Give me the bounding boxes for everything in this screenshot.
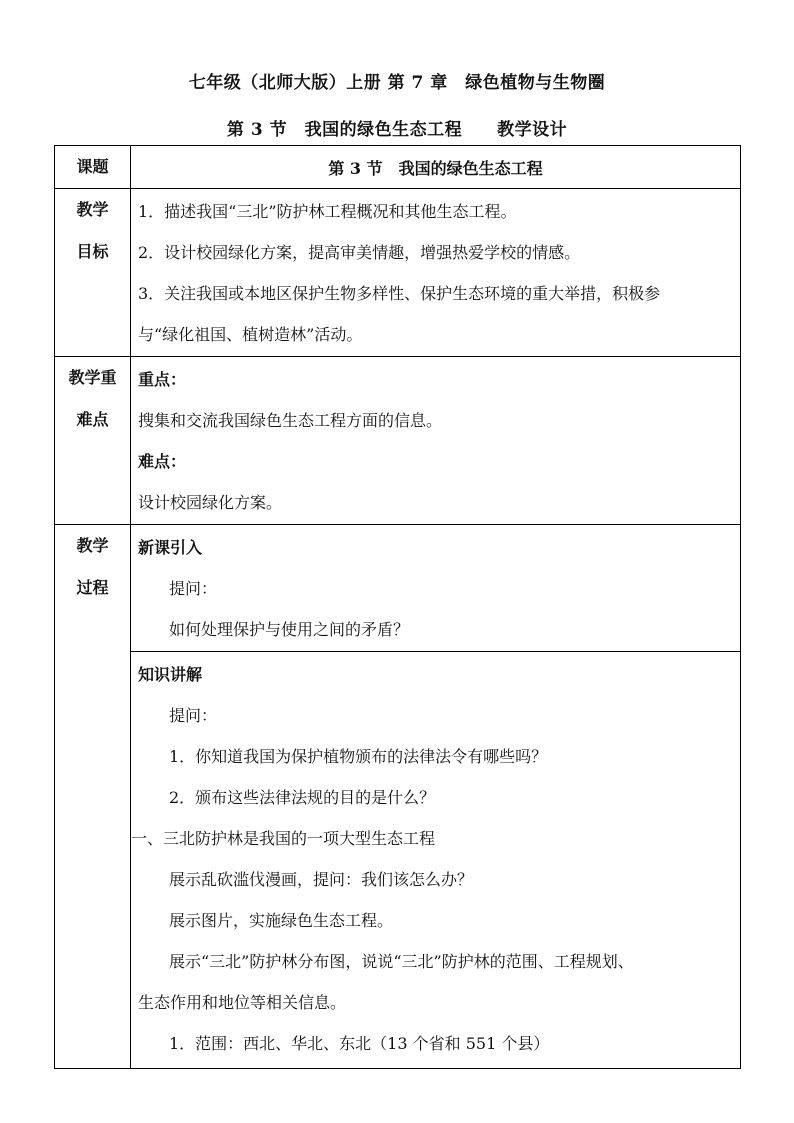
- topic-row: [55, 146, 741, 189]
- key-text: 搜集和交流我国绿色生态工程方面的信息。: [138, 411, 443, 430]
- lecture-line-2: 1．你知道我国为保护植物颁布的法律法令有哪些吗？: [169, 747, 548, 766]
- lecture-section: [131, 651, 740, 1064]
- topic-value: 第 3 节 我国的绿色生态工程: [131, 146, 741, 189]
- goal-item-1: 1．描述我国“三北”防护林工程概况和其他生态工程。: [138, 202, 517, 221]
- section1-line-2: 展示图片，实施绿色生态工程。: [169, 911, 394, 930]
- process-content: [131, 525, 741, 1069]
- section1-line-3: 展示“三北”防护林分布图，说说“三北”防护林的范围、工程规划、: [169, 952, 634, 971]
- goals-content: [131, 189, 741, 357]
- process-label-line-2: 过程: [76, 578, 109, 597]
- goal-item-4: 与“绿化祖国、植树造林”活动。: [138, 325, 363, 344]
- keypoints-label-line-1: 教学重: [68, 368, 117, 387]
- keypoints-label: [55, 357, 131, 525]
- section1-continuation: 生态作用和地位等相关信息。: [138, 993, 347, 1012]
- difficulty-heading: 难点：: [138, 452, 187, 471]
- process-row: [55, 525, 741, 1069]
- intro-section: [131, 525, 740, 651]
- lesson-plan-table: [54, 145, 741, 1069]
- range-line: 1．范围：西北、华北、东北（13 个省和 551 个县）: [169, 1034, 550, 1053]
- keypoints-content: [131, 357, 741, 525]
- difficulty-text: 设计校园绿化方案。: [138, 493, 283, 512]
- document-title: 七年级（北师大版）上册 第 7 章 绿色植物与生物圈: [188, 73, 606, 93]
- intro-line-1: 提问：: [169, 579, 218, 598]
- section1-line-1: 展示乱砍滥伐漫画，提问：我们该怎么办？: [169, 870, 474, 889]
- intro-heading: 新课引入: [138, 538, 203, 557]
- document-subtitle: 第 3 节 我国的绿色生态工程 教学设计: [226, 120, 568, 140]
- lecture-line-3: 2．颁布这些法律法规的目的是什么？: [169, 788, 436, 807]
- goal-item-2: 2．设计校园绿化方案，提高审美情趣，增强热爱学校的情感。: [138, 243, 581, 262]
- lecture-line-1: 提问：: [169, 706, 218, 725]
- goals-row: [55, 189, 741, 357]
- intro-line-2: 如何处理保护与使用之间的矛盾？: [169, 620, 410, 639]
- topic-label: 课题: [55, 146, 131, 189]
- goals-label-line-1: 教学: [76, 200, 109, 219]
- section1-heading: 一、三北防护林是我国的一项大型生态工程: [131, 829, 436, 848]
- goals-label: [55, 189, 131, 357]
- process-label: [55, 525, 131, 1069]
- keypoints-label-line-2: 难点: [76, 410, 109, 429]
- process-label-line-1: 教学: [76, 536, 109, 555]
- key-heading: 重点：: [138, 370, 187, 389]
- goal-item-3: 3．关注我国或本地区保护生物多样性、保护生态环境的重大举措，积极参: [138, 284, 661, 303]
- lecture-heading: 知识讲解: [138, 665, 203, 684]
- keypoints-row: [55, 357, 741, 525]
- goals-label-line-2: 目标: [76, 242, 109, 261]
